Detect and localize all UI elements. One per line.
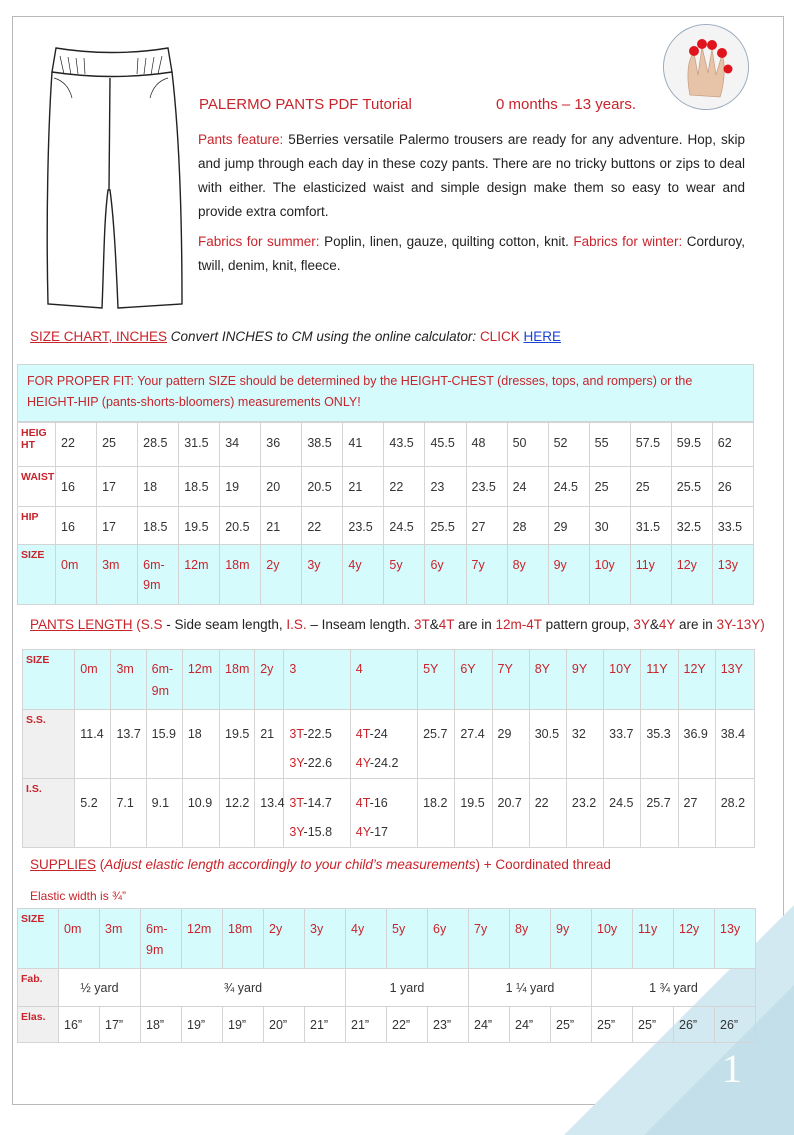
size-value: -24.2 <box>369 756 399 770</box>
table-cell: 18.5 <box>179 467 220 507</box>
table-cell: 41 <box>343 423 384 467</box>
size-chart-table <box>17 422 754 605</box>
table-cell: 10y <box>589 545 630 605</box>
subtitle-part: are in <box>675 617 717 632</box>
pants-length-heading: PANTS LENGTH <box>30 617 133 632</box>
size-header-cell: 2y <box>255 650 284 710</box>
size-header-cell: 18m <box>223 909 264 969</box>
elastic-length-cell: 20” <box>264 1007 305 1043</box>
winter-label: Fabrics for winter: <box>573 234 683 249</box>
age-range: 0 months – 13 years. <box>496 96 637 113</box>
size-header-cell: 12m <box>182 650 219 710</box>
table-cell: 18 <box>182 710 219 779</box>
feature-label: Pants feature: <box>198 132 284 147</box>
table-cell: 9.1 <box>146 779 182 848</box>
berries-hand-icon <box>664 25 748 109</box>
table-cell: 32.5 <box>671 507 712 545</box>
table-cell: 50 <box>507 423 548 467</box>
elastic-length-cell: 24” <box>510 1007 551 1043</box>
subtitle-part: 3T <box>413 617 430 632</box>
table-cell: 20.7 <box>492 779 529 848</box>
table-cell: 34 <box>220 423 261 467</box>
size-header-cell: 8y <box>510 909 551 969</box>
table-cell: 62 <box>712 423 753 467</box>
elastic-length-cell: 16” <box>59 1007 100 1043</box>
table-cell: 6m-9m <box>138 545 179 605</box>
table-cell: 31.5 <box>630 507 671 545</box>
size-header-cell: 8Y <box>529 650 566 710</box>
size-tag: 4Y <box>355 825 370 839</box>
size-tag: 3T <box>289 727 304 741</box>
pants-length-subtitle <box>133 617 765 632</box>
size-header-cell: 3y <box>305 909 346 969</box>
table-cell: 6y <box>425 545 466 605</box>
table-cell: 52 <box>548 423 589 467</box>
table-cell: 5y <box>384 545 425 605</box>
subtitle-part: – Inseam length. <box>306 617 414 632</box>
pants-length-header-row <box>23 650 755 710</box>
table-cell: 25 <box>589 467 630 507</box>
row-label: S.S. <box>23 710 75 779</box>
size-header-cell: 0m <box>59 909 100 969</box>
table-cell: 21 <box>343 467 384 507</box>
table-cell <box>350 710 417 779</box>
size-header-cell: 10Y <box>604 650 641 710</box>
elastic-length-cell: 17” <box>100 1007 141 1043</box>
split-size-value <box>356 720 412 749</box>
supplies-table <box>17 908 756 1043</box>
fabric-amount-cell: 1 ¾ yard <box>592 969 756 1007</box>
table-cell: 22 <box>302 507 343 545</box>
table-cell: 16 <box>56 467 97 507</box>
table-cell: 45.5 <box>425 423 466 467</box>
size-value: -24 <box>369 727 388 741</box>
feature-text: 5Berries versatile Palermo trousers are ready for any adventure. Hop, skip and jump through each day in these cozy pants. There are no tricky buttons or zips to deal with either. The elasticized waist and simple design make them so easy to wear and provide extra comfort. <box>198 132 746 219</box>
table-cell: 25.5 <box>671 467 712 507</box>
table-cell: 23.5 <box>343 507 384 545</box>
size-value: -16 <box>369 796 388 810</box>
subtitle-part: & <box>649 617 659 632</box>
size-tag: 3Y <box>289 756 304 770</box>
table-cell: 32 <box>566 710 603 779</box>
subtitle-part: 12m-4T <box>495 617 542 632</box>
table-cell: 20 <box>261 467 302 507</box>
table-cell: 57.5 <box>630 423 671 467</box>
table-cell: 3m <box>97 545 138 605</box>
table-cell: 36 <box>261 423 302 467</box>
table-cell: 8y <box>507 545 548 605</box>
summer-text: Poplin, linen, gauze, quilting cotton, knit. <box>319 234 574 249</box>
table-cell <box>284 779 350 848</box>
table-cell: 12y <box>671 545 712 605</box>
table-cell: 0m <box>56 545 97 605</box>
table-cell: 13.7 <box>111 710 146 779</box>
size-header-cell: 11Y <box>641 650 678 710</box>
table-cell: 5.2 <box>75 779 111 848</box>
table-cell: 25.7 <box>418 710 455 779</box>
row-label: I.S. <box>23 779 75 848</box>
subtitle-part: 4Y <box>658 617 676 632</box>
table-cell <box>350 779 417 848</box>
supplies-heading-line: SUPPLIES (Adjust elastic length accordingly to your child’s measurements) + Coordinated thread <box>30 857 611 872</box>
size-value: -22.5 <box>303 727 332 741</box>
table-cell: 38.4 <box>715 710 754 779</box>
table-cell: 25 <box>630 467 671 507</box>
elastic-length-cell: 25” <box>551 1007 592 1043</box>
size-header-cell: 3m <box>111 650 146 710</box>
elastic-length-cell: 26” <box>715 1007 756 1043</box>
table-cell: 19 <box>220 467 261 507</box>
table-cell: 18.5 <box>138 507 179 545</box>
split-size-value <box>289 720 344 749</box>
table-cell: 21 <box>261 507 302 545</box>
split-size-value <box>356 789 412 818</box>
fabric-amount-cell: ¾ yard <box>141 969 346 1007</box>
table-cell: 29 <box>492 710 529 779</box>
subtitle-part: I.S. <box>286 617 307 632</box>
pants-illustration <box>32 40 192 312</box>
table-cell: 12m <box>179 545 220 605</box>
table-cell: 23.5 <box>466 467 507 507</box>
subtitle-part: 4T <box>438 617 455 632</box>
split-size-value <box>356 749 412 778</box>
feature-paragraph <box>198 128 745 224</box>
table-cell: 22 <box>529 779 566 848</box>
size-header-cell: 0m <box>75 650 111 710</box>
subtitle-part: S.S <box>140 617 163 632</box>
table-cell: 18m <box>220 545 261 605</box>
table-cell: 48 <box>466 423 507 467</box>
supplies-note: Adjust elastic length accordingly to your child’s measurements <box>104 857 476 872</box>
supplies-header-row <box>18 909 756 969</box>
table-cell: 9y <box>548 545 589 605</box>
size-header-cell: 10y <box>592 909 633 969</box>
subtitle-part: ) <box>760 617 765 632</box>
document-title: PALERMO PANTS PDF Tutorial <box>199 96 412 113</box>
size-chart-heading-line <box>30 329 561 344</box>
inseam-row <box>23 779 755 848</box>
table-cell: 2y <box>261 545 302 605</box>
table-cell: 19.5 <box>455 779 492 848</box>
table-cell: 17 <box>97 507 138 545</box>
table-cell: 22 <box>384 467 425 507</box>
table-cell: 24.5 <box>384 507 425 545</box>
subtitle-part: pattern group, <box>541 617 634 632</box>
pants-length-table <box>22 649 755 848</box>
table-cell: 38.5 <box>302 423 343 467</box>
size-value: -17 <box>369 825 388 839</box>
size-header-cell: 4 <box>350 650 417 710</box>
subtitle-part: ( <box>132 617 141 632</box>
table-cell: 28.2 <box>715 779 754 848</box>
brand-logo <box>663 24 749 110</box>
elastic-length-cell: 25” <box>633 1007 674 1043</box>
pants-length-heading-line <box>30 617 765 632</box>
subtitle-part: - Side seam length, <box>162 617 287 632</box>
size-header-cell: 6y <box>428 909 469 969</box>
table-cell: 35.3 <box>641 710 678 779</box>
size-header-cell: 3 <box>284 650 350 710</box>
split-size-value <box>289 818 344 847</box>
size-chart-row <box>18 423 754 467</box>
row-label: WAIST <box>18 467 56 507</box>
split-size-value <box>289 789 344 818</box>
size-header-cell: 9y <box>551 909 592 969</box>
size-header-cell: 3m <box>100 909 141 969</box>
size-header-cell: 11y <box>633 909 674 969</box>
table-cell: 20.5 <box>220 507 261 545</box>
table-cell: 25.5 <box>425 507 466 545</box>
table-cell: 43.5 <box>384 423 425 467</box>
subtitle-part: 3Y-13Y <box>716 617 761 632</box>
table-cell: 55 <box>589 423 630 467</box>
row-label: SIZE <box>23 650 75 710</box>
elastic-width-note: Elastic width is ¾” <box>30 889 127 903</box>
table-cell: 27 <box>678 779 715 848</box>
table-cell: 29 <box>548 507 589 545</box>
elastic-length-cell: 18” <box>141 1007 182 1043</box>
elastic-length-cell: 19” <box>223 1007 264 1043</box>
table-cell: 25 <box>97 423 138 467</box>
fabric-amount-cell: ½ yard <box>59 969 141 1007</box>
table-cell: 11y <box>630 545 671 605</box>
row-label: SIZE <box>18 545 56 605</box>
table-cell: 25.7 <box>641 779 678 848</box>
size-value: -15.8 <box>303 825 333 839</box>
size-header-cell: 4y <box>346 909 387 969</box>
row-label: HIP <box>18 507 56 545</box>
size-chart-row <box>18 467 754 507</box>
table-cell <box>284 710 350 779</box>
elastic-length-cell: 24” <box>469 1007 510 1043</box>
size-header-cell: 12Y <box>678 650 715 710</box>
table-cell: 28.5 <box>138 423 179 467</box>
fabric-amount-cell: 1 yard <box>346 969 469 1007</box>
elastic-length-cell: 22” <box>387 1007 428 1043</box>
elastic-length-cell: 19” <box>182 1007 223 1043</box>
fabric-row <box>18 969 756 1007</box>
table-cell: 36.9 <box>678 710 715 779</box>
size-chart-row <box>18 507 754 545</box>
table-cell: 18.2 <box>418 779 455 848</box>
table-cell: 24.5 <box>548 467 589 507</box>
table-cell: 11.4 <box>75 710 111 779</box>
table-cell: 21 <box>255 710 284 779</box>
table-cell: 59.5 <box>671 423 712 467</box>
row-label: HEIG HT <box>18 423 56 467</box>
here-link[interactable]: HERE <box>523 329 561 344</box>
table-cell: 13y <box>712 545 753 605</box>
table-cell: 20.5 <box>302 467 343 507</box>
table-cell: 24.5 <box>604 779 641 848</box>
table-cell: 7.1 <box>111 779 146 848</box>
table-cell: 10.9 <box>182 779 219 848</box>
table-cell: 17 <box>97 467 138 507</box>
table-cell: 12.2 <box>220 779 255 848</box>
table-cell: 19.5 <box>179 507 220 545</box>
size-tag: 4T <box>355 727 370 741</box>
summer-label: Fabrics for summer: <box>198 234 320 249</box>
subtitle-part: & <box>429 617 439 632</box>
table-cell: 33.7 <box>604 710 641 779</box>
row-label: Fab. <box>18 969 59 1007</box>
size-tag: 3Y <box>289 825 304 839</box>
table-cell: 27 <box>466 507 507 545</box>
table-cell: 15.9 <box>146 710 182 779</box>
size-value: -22.6 <box>303 756 333 770</box>
elastic-length-cell: 25” <box>592 1007 633 1043</box>
elastic-row <box>18 1007 756 1043</box>
size-tag: 4T <box>355 796 370 810</box>
side-seam-row <box>23 710 755 779</box>
size-header-cell: 6Y <box>455 650 492 710</box>
size-header-cell: 7y <box>469 909 510 969</box>
size-header-cell: 13Y <box>715 650 754 710</box>
table-cell: 18 <box>138 467 179 507</box>
subtitle-part: are in <box>454 617 496 632</box>
winter-text: Corduroy, twill, denim, knit, fleece. <box>198 234 745 273</box>
elastic-length-cell: 23” <box>428 1007 469 1043</box>
table-cell: 30 <box>589 507 630 545</box>
click-label: CLICK <box>479 329 524 344</box>
proper-fit-notice: FOR PROPER FIT: Your pattern SIZE should be determined by the HEIGHT-CHEST (dresses, tops, and rompers) or the HEIGHT-HIP (pants-shorts-bloomers) measurements ONLY! <box>17 364 754 422</box>
table-cell: 7y <box>466 545 507 605</box>
table-cell: 26 <box>712 467 753 507</box>
subtitle-part: 3Y <box>633 617 650 632</box>
table-cell: 24 <box>507 467 548 507</box>
elastic-length-cell: 26” <box>674 1007 715 1043</box>
row-label: Elas. <box>18 1007 59 1043</box>
fabric-amount-cell: 1 ¼ yard <box>469 969 592 1007</box>
size-header-cell: 7Y <box>492 650 529 710</box>
size-header-cell: 5Y <box>418 650 455 710</box>
table-cell: 16 <box>56 507 97 545</box>
convert-text: Convert INCHES to CM using the online calculator: <box>170 329 480 344</box>
size-tag: 3T <box>289 796 304 810</box>
split-size-value <box>289 749 344 778</box>
thread-note: + Coordinated thread <box>479 857 611 872</box>
size-header-cell: 2y <box>264 909 305 969</box>
size-header-cell: 12y <box>674 909 715 969</box>
table-cell: 13.4 <box>255 779 284 848</box>
table-cell: 4y <box>343 545 384 605</box>
page-number: 1 <box>722 1046 742 1091</box>
table-cell: 28 <box>507 507 548 545</box>
elastic-length-cell: 21” <box>346 1007 387 1043</box>
table-cell: 23 <box>425 467 466 507</box>
size-chart-row <box>18 545 754 605</box>
table-cell: 33.5 <box>712 507 753 545</box>
size-chart-heading: SIZE CHART, INCHES <box>30 329 168 344</box>
size-header-cell: 13y <box>715 909 756 969</box>
table-cell: 27.4 <box>455 710 492 779</box>
size-header-cell: 5y <box>387 909 428 969</box>
elastic-length-cell: 21” <box>305 1007 346 1043</box>
size-header-cell: 12m <box>182 909 223 969</box>
table-cell: 30.5 <box>529 710 566 779</box>
table-cell: 19.5 <box>220 710 255 779</box>
size-header-cell: 6m-9m <box>141 909 182 969</box>
size-tag: 4Y <box>355 756 370 770</box>
supplies-heading: SUPPLIES <box>30 857 97 872</box>
table-cell: 22 <box>56 423 97 467</box>
size-header-cell: 18m <box>220 650 255 710</box>
row-label: SIZE <box>18 909 59 969</box>
table-cell: 23.2 <box>566 779 603 848</box>
size-header-cell: 9Y <box>566 650 603 710</box>
split-size-value <box>356 818 412 847</box>
table-cell: 31.5 <box>179 423 220 467</box>
fabrics-paragraph <box>198 230 745 278</box>
table-cell: 3y <box>302 545 343 605</box>
size-header-cell: 6m-9m <box>146 650 182 710</box>
size-value: -14.7 <box>303 796 332 810</box>
